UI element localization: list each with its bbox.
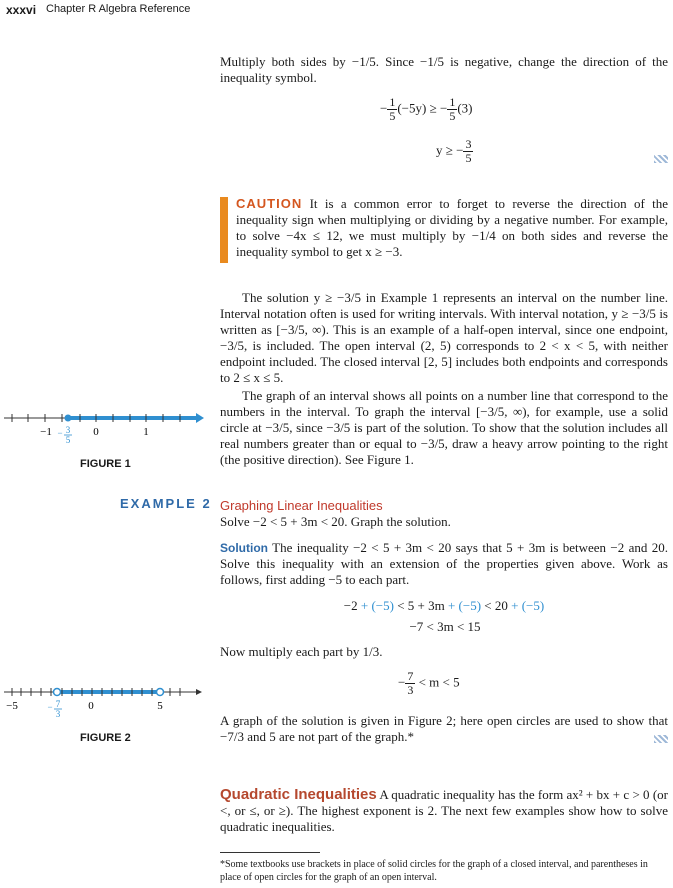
paragraph-graph: The graph of an interval shows all points on a number line that correspond to the numbers in the interval. To graph the interval [−3/5, ∞), for example, use a solid circle at −3/5, since −3/5 is part of the solution. To show that the solution includes all real numbers greater than or equal to −3/5, draw a heavy arrow pointing to the right (the positive direction). See Figure 1. [220, 388, 668, 467]
tick-label-frac-minus: − [57, 428, 63, 438]
quadratic-section [220, 786, 668, 835]
tick-label-frac-den: 3 [55, 709, 61, 719]
tick-label-0: 0 [93, 426, 99, 438]
equation-2: y ≥ − $\frac{3}{5}$ [436, 137, 472, 165]
end-mark [654, 155, 668, 163]
arrow-head [196, 413, 204, 423]
example-2-label: EXAMPLE 2 [120, 496, 212, 511]
open-endpoint-right [157, 689, 164, 696]
open-endpoint-left [54, 689, 61, 696]
page-number: xxxvi [6, 3, 37, 17]
footnote: *Some textbooks use brackets in place of solid circles for the graph of a closed interval, and parentheses in place of open circles for the graph of an open interval. [220, 859, 648, 883]
caution-box [236, 196, 668, 260]
closed-endpoint [65, 415, 72, 422]
figure-1-number-line [0, 406, 210, 456]
caution-bar [220, 197, 228, 263]
paragraph-multiply: Multiply both sides by −1/5. Since −1/5 is negative, change the direction of the inequality symbol. [220, 54, 668, 85]
paragraph-graph-2: A graph of the solution is given in Figure 2; here open circles are used to show that −7/3 and 5 are not part of the graph.* [220, 713, 668, 744]
caution-text: It is a common error to forget to reverse the direction of the inequality sign when multiplying or dividing by a negative number. For example, to solve −4x ≤ 12, we must multiply by −1/4 on both sides and reverse the inequality symbol to get x ≥ −3. [236, 196, 669, 259]
figure-2-number-line [0, 680, 210, 730]
solution-text: The inequality −2 < 5 + 3m < 20 says that 5 + 3m is between −2 and 20. Solve this inequality with an extension of the properties given above. Work as follows, first adding −5 to each part. [220, 540, 669, 587]
example-2-title: Graphing Linear Inequalities [220, 498, 383, 513]
tick-label-5: 5 [157, 700, 163, 712]
figure-2-label: FIGURE 2 [80, 732, 131, 744]
footnote-rule [220, 852, 320, 853]
equation-3: −2 + (−5) < 5 + 3m + (−5) < 20 + (−5) [343, 598, 545, 613]
end-mark-2 [654, 735, 668, 743]
paragraph-multiply-third: Now multiply each part by 1/3. [220, 644, 383, 659]
equation-1: − $\frac{1}{5}$ (−5y) ≥ − $\frac{1}{5}$ (3) [380, 95, 473, 123]
solution-label: Solution [220, 541, 268, 555]
example-2-prompt: Solve −2 < 5 + 3m < 20. Graph the solution. [220, 514, 451, 529]
equation-5: − $\frac{7}{3}$ < m < 5 [398, 669, 460, 697]
tick-label-frac-minus: − [47, 702, 53, 712]
tick-label-neg5: −5 [6, 700, 18, 712]
chapter-title: Chapter R Algebra Reference [46, 3, 191, 15]
tick-label-0: 0 [88, 700, 94, 712]
tick-label-1: 1 [143, 426, 149, 438]
tick-label-frac-den: 5 [65, 435, 71, 445]
equation-4: −7 < 3m < 15 [409, 619, 481, 634]
tick-label-frac-num: 7 [55, 699, 61, 709]
quadratic-text: A quadratic inequality has the form ax² + bx + c > 0 (or <, or ≤, or ≥). The highest exponent is 2. The next few examples show how to solve quadratic inequalities. [220, 787, 668, 834]
arrow-head [196, 689, 202, 695]
solution-paragraph [220, 540, 668, 588]
paragraph-interval-notation: The solution y ≥ −3/5 in Example 1 represents an interval on the number line. Interval notation often is used for writing intervals. With interval notation, y ≥ −3/5 is written as [−3/5, ∞). This is an example of a half-open interval, since one endpoint, −3/5, is included. The open interval (2, 5) corresponds to 2 < x < 5, with neither endpoint included. The closed interval [2, 5] includes both endpoints and corresponds to 2 ≤ x ≤ 5. [220, 290, 668, 385]
quadratic-title: Quadratic Inequalities [220, 786, 377, 803]
figure-1-label: FIGURE 1 [80, 458, 131, 470]
tick-label-frac-num: 3 [65, 425, 71, 435]
tick-label-neg1: −1 [40, 426, 52, 438]
caution-label: CAUTION [236, 196, 303, 211]
